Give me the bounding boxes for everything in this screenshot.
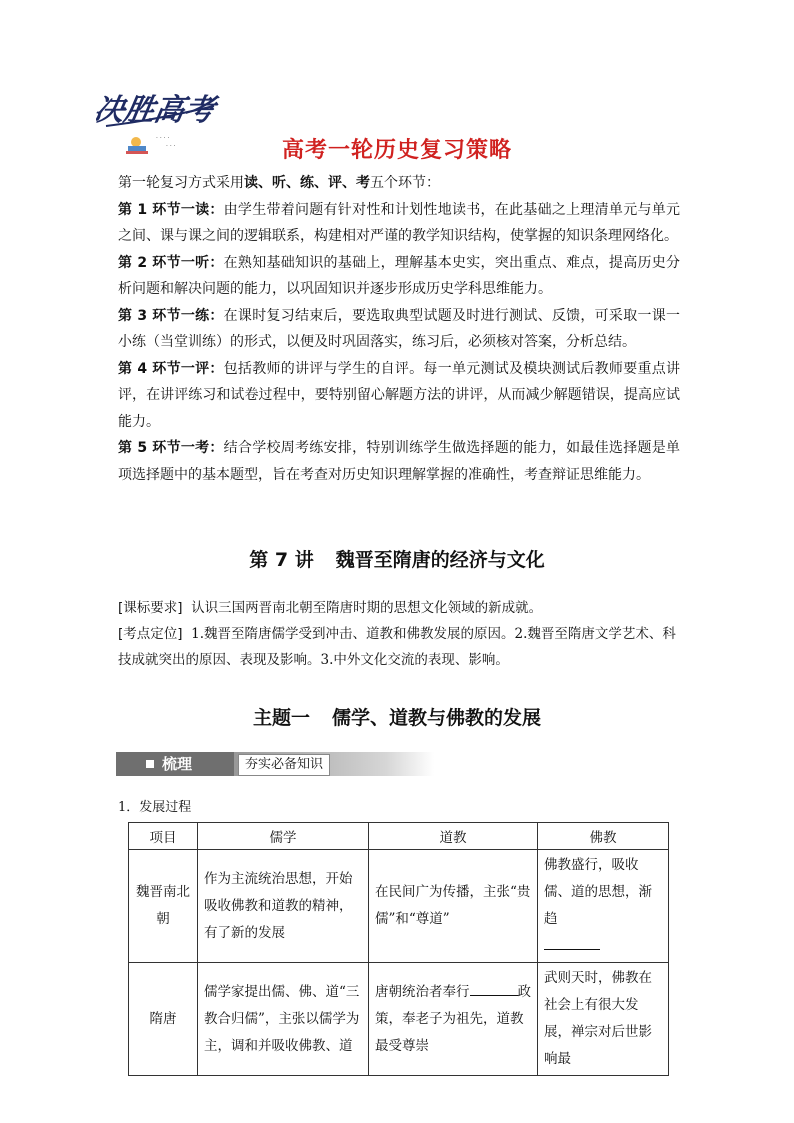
focus-text: 1.魏晋至隋唐儒学受到冲击、道教和佛教发展的原因。2.魏晋至隋唐文学艺术、科技成就突出的原因、表现及影响。3.中外文化交流的表现、影响。 — [118, 626, 676, 668]
strategy-step — [118, 197, 680, 250]
step-text: 结合学校周考练安排，特别训练学生做选择题的能力，如最佳选择题是单项选择题中的基本题型，旨在考查对历史知识理解掌握的准确性，考查辩证思维能力。 — [118, 440, 681, 483]
svg-text:· · · ·: · · · · — [156, 135, 170, 142]
intro-prefix: 第一轮复习方式采用 — [118, 175, 244, 191]
section-banner — [116, 752, 434, 778]
lesson-number: 第 7 讲 — [249, 549, 314, 571]
table-cell-era: 隋唐 — [129, 963, 198, 1076]
requirement-tag: [课标要求] — [118, 600, 183, 616]
taoism-prefix: 唐朝统治者奉行 — [375, 983, 470, 1000]
table-cell-era: 魏晋南北朝 — [129, 850, 198, 963]
requirement-text: 认识三国两晋南北朝至隋唐时期的思想文化领域的新成就。 — [191, 600, 543, 616]
lesson-title — [0, 545, 794, 572]
theme-title — [0, 703, 794, 730]
focus-line — [118, 621, 680, 673]
step-text: 在课时复习结束后，要选取典型试题及时进行测试、反馈，可采取一课一小练（当堂训练）的形式，以便及时巩固落实，练习后，必须核对答案，分析总结。 — [118, 307, 681, 350]
step-text: 在熟知基础知识的基础上，理解基本史实，突出重点、难点，提高历史分析问题和解决问题的能力，以巩固知识并逐步形成历史学科思维能力。 — [118, 254, 681, 297]
table-cell-taoism: 在民间广为传播，主张“贵儒”和“尊道” — [369, 850, 538, 963]
requirement-line — [118, 595, 680, 621]
square-bullet-icon — [146, 760, 154, 768]
banner-dark-label — [116, 752, 234, 776]
table-row — [129, 963, 669, 1076]
focus-tag: [考点定位] — [118, 626, 183, 642]
table-header-cell: 道教 — [369, 823, 538, 850]
table-cell-taoism — [369, 963, 538, 1076]
strategy-intro — [118, 170, 680, 197]
development-table — [128, 822, 669, 1076]
step-text: 包括教师的讲评与学生的自评。每一单元测试及模块测试后教师要重点讲评，在讲评练习和试卷过程中，要特别留心解题方法的讲评，从而减少解题错误，提高应试能力。 — [118, 360, 681, 430]
lesson-requirements — [118, 595, 680, 673]
table-header-cell: 项目 — [129, 823, 198, 850]
step-label: 第 5 环节一考： — [118, 440, 224, 456]
svg-text:决胜高考: 决胜高考 — [96, 93, 218, 128]
theme-name: 儒学、道教与佛教的发展 — [332, 707, 542, 729]
strategy-section — [118, 170, 680, 488]
strategy-step — [118, 435, 680, 488]
table-cell-buddhism: 武则天时，佛教在社会上有很大发展，禅宗对后世影响最 — [538, 963, 669, 1076]
theme-number: 主题一 — [252, 707, 310, 729]
section-heading: 1．发展过程 — [118, 800, 192, 815]
intro-suffix: 五个环节： — [370, 175, 440, 191]
strategy-step — [118, 250, 680, 303]
lesson-name: 魏晋至隋唐的经济与文化 — [335, 549, 545, 571]
table-header-row — [129, 823, 669, 850]
intro-bold: 读、听、练、评、考 — [244, 175, 370, 191]
banner-dark-text: 梳理 — [162, 755, 193, 773]
answer-blank[interactable] — [470, 981, 518, 996]
step-label: 第 2 环节一听： — [118, 254, 224, 271]
document-title: 高考一轮历史复习策略 — [281, 138, 512, 163]
table-header-cell: 儒学 — [198, 823, 369, 850]
banner-light-label: 夯实必备知识 — [238, 754, 330, 776]
strategy-step — [118, 356, 680, 436]
table-header-cell: 佛教 — [538, 823, 669, 850]
step-label: 第 1 环节一读： — [118, 201, 224, 218]
step-text: 由学生带着问题有针对性和计划性地读书，在此基础之上理清单元与单元之间、课与课之间的逻辑联系，构建相对严谨的教学知识结构，使掌握的知识条理网络化。 — [118, 201, 681, 244]
step-label: 第 4 环节一评： — [118, 360, 224, 377]
svg-text:· · ·: · · · — [166, 143, 176, 150]
answer-blank[interactable] — [544, 935, 600, 950]
step-label: 第 3 环节一练： — [118, 307, 224, 324]
buddhism-text: 佛教盛行，吸收儒、道的思想，渐趋 — [544, 857, 652, 927]
table-row — [129, 850, 669, 963]
strategy-step — [118, 303, 680, 356]
taoism-suffix: 政策，奉老子为祖先，道教最受尊崇 — [375, 983, 531, 1054]
table-cell-confucianism: 儒学家提出儒、佛、道“三教合归儒”，主张以儒学为主，调和并吸收佛教、道 — [198, 963, 369, 1076]
table-cell-buddhism — [538, 850, 669, 963]
table-cell-confucianism: 作为主流统治思想，开始吸收佛教和道教的精神，有了新的发展 — [198, 850, 369, 963]
